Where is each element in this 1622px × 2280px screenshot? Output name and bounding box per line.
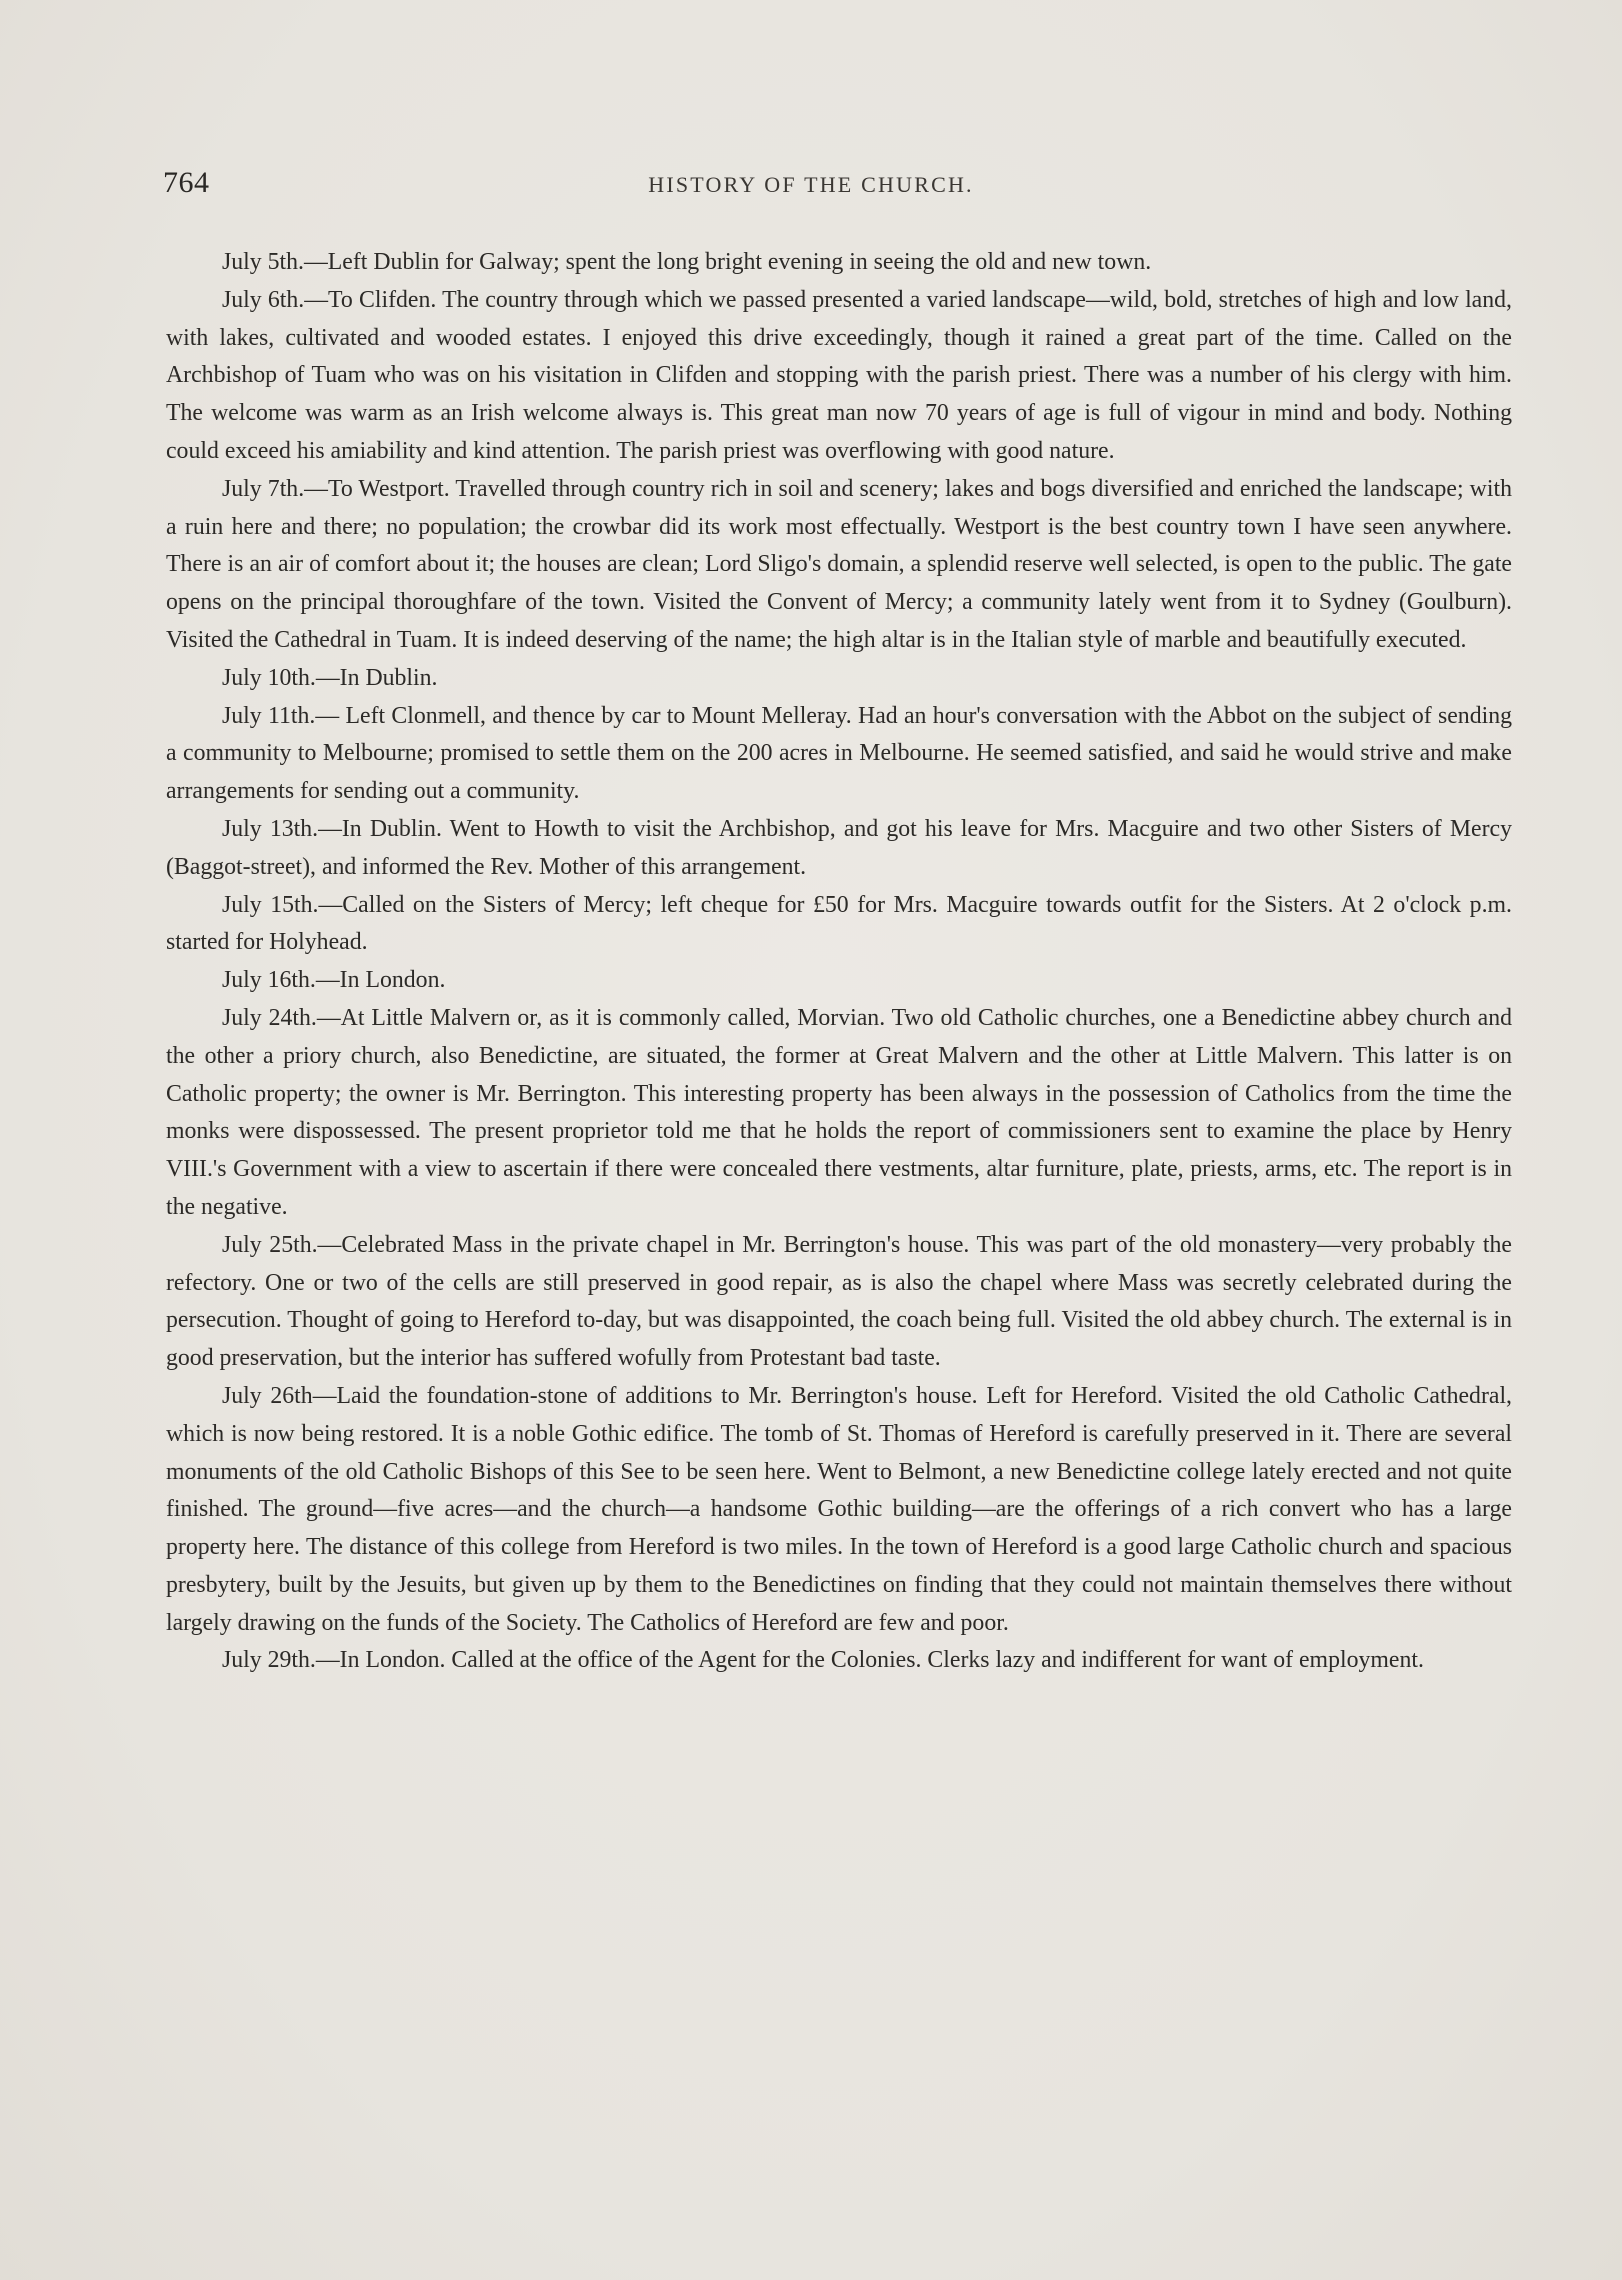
diary-entry-july-16: July 16th.—In London.	[222, 967, 446, 994]
body-text	[166, 244, 1512, 1680]
diary-entry-july-15: July 15th.—Called on the Sisters of Mercy; left cheque for £50 for Mrs. Macguire towards outfit for the Sisters. At 2 o'clock p.m. started for Holyhead.	[166, 891, 1512, 956]
diary-entry-july-29: July 29th.—In London. Called at the office of the Agent for the Colonies. Clerks lazy and indifferent for want of employment.	[222, 1647, 1424, 1674]
diary-entry-july-24: July 24th.—At Little Malvern or, as it is commonly called, Morvian. Two old Catholic churches, one a Benedictine abbey church and the other a priory church, also Benedictine, are situated, the former at Great Malvern and the other at Little Malvern. This latter is on Catholic property; the owner is Mr. Berrington. This interesting property has been always in the possession of Catholics from the time the monks were dispossessed. The present proprietor told me that he holds the report of commissioners sent to examine the place by Henry VIII.'s Government with a view to ascertain if there were concealed there vestments, altar furniture, plate, priests, arms, etc. The report is in the negative.	[166, 1004, 1512, 1220]
diary-entry-july-6: July 6th.—To Clifden. The country through which we passed presented a varied landscape—wild, bold, stretches of high and low land, with lakes, cultivated and wooded estates. I enjoyed this drive exceedingly, though it rained a great part of the time. Called on the Archbishop of Tuam who was on his visitation in Clifden and stopping with the parish priest. There was a number of his clergy with him. The welcome was warm as an Irish welcome always is. This great man now 70 years of age is full of vigour in mind and body. Nothing could exceed his amiability and kind attention. The parish priest was overflowing with good nature.	[166, 286, 1512, 464]
diary-entry-july-10: July 10th.—In Dublin.	[222, 664, 438, 691]
diary-entry-july-7: July 7th.—To Westport. Travelled through country rich in soil and scenery; lakes and bogs diversified and enriched the landscape; with a ruin here and there; no population; the crowbar did its work most effectually. Westport is the best country town I have seen anywhere. There is an air of comfort about it; the houses are clean; Lord Sligo's domain, a splendid reserve well selected, is open to the public. The gate opens on the principal thoroughfare of the town. Visited the Convent of Mercy; a community lately went from it to Sydney (Goulburn). Visited the Cathedral in Tuam. It is indeed deserving of the name; the high altar is in the Italian style of marble and beautifully executed.	[166, 475, 1512, 653]
diary-entry-july-26: July 26th—Laid the foundation-stone of additions to Mr. Berrington's house. Left for Hereford. Visited the old Catholic Cathedral, which is now being restored. It is a noble Gothic edifice. The tomb of St. Thomas of Hereford is carefully preserved in it. There are several monuments of the old Catholic Bishops of this See to be seen here. Went to Belmont, a new Benedictine college lately erected and not quite finished. The ground—five acres—and the church—a handsome Gothic building—are the offerings of a rich convert who has a large property here. The distance of this college from Hereford is two miles. In the town of Hereford is a good large Catholic church and spacious presbytery, built by the Jesuits, but given up by them to the Benedictines on finding that they could not maintain themselves there without largely drawing on the funds of the Society. The Catholics of Hereford are few and poor.	[166, 1382, 1512, 1636]
running-title: HISTORY OF THE CHURCH.	[648, 172, 974, 197]
page-number: 764	[163, 166, 210, 199]
diary-entry-july-13: July 13th.—In Dublin. Went to Howth to visit the Archbishop, and got his leave for Mrs. Macguire and two other Sisters of Mercy (Baggot-street), and informed the Rev. Mother of this arrangement.	[166, 815, 1512, 880]
diary-entry-july-11: July 11th.— Left Clonmell, and thence by car to Mount Melleray. Had an hour's conversation with the Abbot on the subject of sending a community to Melbourne; promised to settle them on the 200 acres in Melbourne. He seemed satisfied, and said he would strive and make arrangements for sending out a community.	[166, 702, 1512, 805]
diary-entry-july-5: July 5th.—Left Dublin for Galway; spent the long bright evening in seeing the old and new town.	[222, 249, 1152, 275]
diary-entry-july-25: July 25th.—Celebrated Mass in the private chapel in Mr. Berrington's house. This was part of the old monastery—very probably the refectory. One or two of the cells are still preserved in good repair, as is also the chapel where Mass was secretly celebrated during the persecution. Thought of going to Hereford to-day, but was disappointed, the coach being full. Visited the old abbey church. The external is in good preservation, but the interior has suffered wofully from Protestant bad taste.	[166, 1231, 1512, 1372]
